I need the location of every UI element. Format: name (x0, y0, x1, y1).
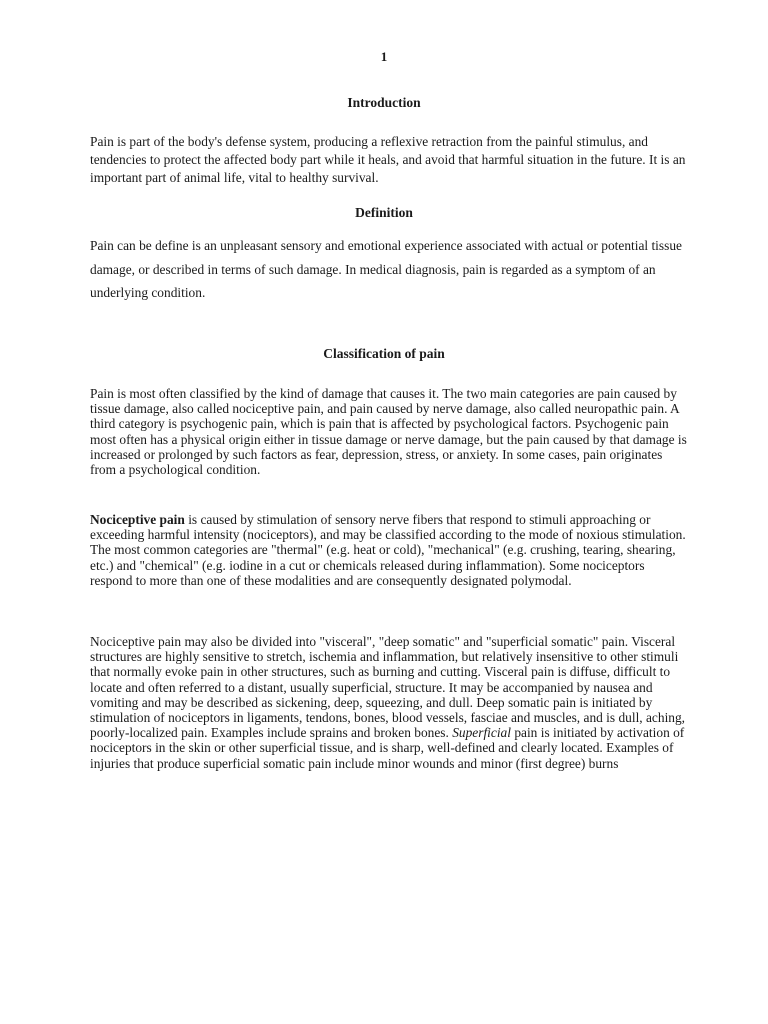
nociceptive-paragraph (90, 512, 690, 588)
page-number: 1 (380, 49, 388, 64)
nociceptive-text: is caused by stimulation of sensory nerve fibers that respond to stimuli approaching or exceeding harmful intensity (nociceptors), and may be classified according to the mode of noxious stimulation. The most common categories are "thermal" (e.g. heat or cold), "mechanical" (e.g. crushing, tearing, shearing, etc.) and "chemical" (e.g. iodine in a cut or chemicals released during inflammation). Some nociceptors respond to more than one of these modalities and are consequently designated polymodal. (90, 512, 686, 588)
classification-intro-paragraph: Pain is most often classified by the kind of damage that causes it. The two main categories are pain caused by tissue damage, also called nociceptive pain, and pain caused by nerve damage, also called neuropathic pain. A third category is psychogenic pain, which is pain that is affected by psychological factors. Psychogenic pain most often has a physical origin either in tissue damage or nerve damage, but the pain caused by that damage is increased or prolonged by such factors as fear, depression, stress, or anxiety. In some cases, pain originates from a psychological condition. (90, 386, 687, 478)
superficial-term: Superficial (452, 725, 511, 741)
definition-paragraph: Pain can be define is an unpleasant sensory and emotional experience associated with actual or potential tissue damage, or described in terms of such damage. In medical diagnosis, pain is regarded as a symptom of an underlying condition. (90, 238, 682, 300)
visceral-text-2: pain is initiated by activation of nociceptors in the skin or other superficial tissue, and is sharp, well-defined and clearly located. Examples of injuries that produce superficial somatic pain include minor wounds and minor (first degree) burns (90, 725, 685, 771)
definition-heading: Definition (355, 205, 413, 220)
introduction-paragraph: Pain is part of the body's defense system, producing a reflexive retraction from the painful stimulus, and tendencies to protect the affected body part while it heals, and avoid that harmful situation in the future. It is an important part of animal life, vital to healthy survival. (90, 134, 686, 185)
introduction-heading: Introduction (347, 95, 421, 110)
visceral-paragraph (90, 634, 690, 771)
visceral-text-1: Nociceptive pain may also be divided into "visceral", "deep somatic" and "superficial somatic" pain. Visceral structures are highly sensitive to stretch, ischemia and inflammation, but relatively insensitive to other stimuli that normally evoke pain in other structures, such as burning and cutting. Visceral pain is diffuse, difficult to locate and often referred to a distant, usually superficial, structure. It may be accompanied by nausea and vomiting and may be described as sickening, deep, squeezing, and dull. Deep somatic pain is initiated by stimulation of nociceptors in ligaments, tendons, bones, blood vessels, fasciae and muscles, and is dull, aching, poorly-localized pain. Examples include sprains and broken bones. (90, 634, 686, 741)
classification-heading: Classification of pain (323, 346, 445, 361)
nociceptive-term: Nociceptive pain (90, 512, 185, 527)
